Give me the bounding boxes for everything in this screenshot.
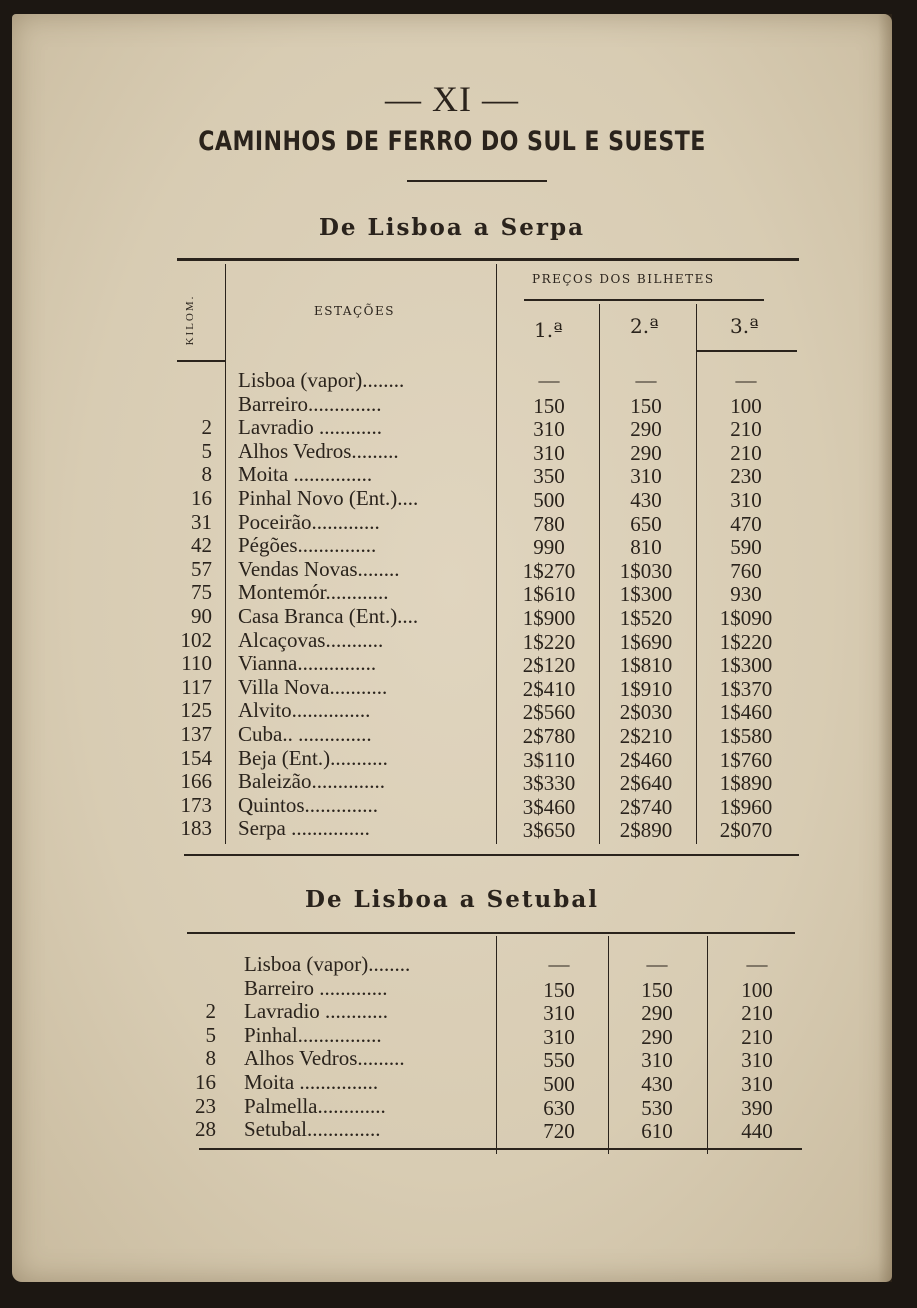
- table2-top-rule: [187, 932, 795, 934]
- row-price-third-class: 470: [730, 511, 762, 536]
- row-price-second-class: 2$460: [619, 747, 673, 772]
- row-kilometres: 110: [181, 651, 212, 676]
- row-price-first-class: 500: [533, 488, 565, 512]
- row-station-name: Villa Nova...........: [238, 674, 388, 699]
- row-price-second-class: 1$030: [619, 558, 673, 583]
- row-station-name: Alhos Vedros.........: [244, 1046, 405, 1071]
- row-price-first-class: 150: [533, 393, 565, 418]
- row-kilometres: 102: [180, 627, 212, 652]
- row-price-third-class: 2$070: [719, 818, 773, 843]
- row-station-name: Setubal..............: [244, 1117, 381, 1142]
- row-price-first-class: 1$610: [522, 582, 576, 607]
- row-price-first-class: 3$110: [523, 747, 575, 772]
- row-price-second-class: 310: [630, 464, 662, 489]
- row-price-third-class: 210: [741, 1024, 773, 1049]
- row-kilometres: 2: [201, 415, 212, 440]
- header-second-class: 2.ª: [630, 314, 659, 338]
- row-price-third-class: 1$300: [719, 653, 773, 678]
- row-price-second-class: 150: [641, 977, 673, 1002]
- row-price-third-class: 1$370: [719, 676, 773, 701]
- row-kilometres: 28: [195, 1117, 216, 1142]
- row-price-second-class: 290: [630, 440, 662, 465]
- row-kilometres: 5: [205, 1022, 216, 1047]
- page-edge-shadow: [878, 14, 892, 1282]
- row-kilometres: 42: [191, 533, 212, 558]
- table1-top-rule: [177, 258, 799, 261]
- row-kilometres: 137: [180, 722, 212, 746]
- row-price-third-class: —: [735, 368, 757, 392]
- row-price-second-class: 2$030: [619, 700, 673, 725]
- row-station-name: Lavradio ............: [238, 415, 383, 440]
- row-price-first-class: 3$330: [522, 771, 576, 796]
- row-station-name: Quintos..............: [238, 792, 379, 817]
- row-price-first-class: 2$410: [522, 676, 576, 701]
- row-price-third-class: 310: [741, 1072, 773, 1096]
- row-kilometres: 2: [205, 999, 216, 1024]
- row-price-second-class: 310: [641, 1048, 673, 1073]
- row-price-second-class: 290: [641, 1001, 673, 1026]
- row-kilometres: 23: [195, 1093, 216, 1118]
- table1-stations-divider: [496, 264, 497, 844]
- row-price-third-class: 930: [730, 582, 762, 607]
- header-kilom: KILOM.: [184, 294, 196, 346]
- page-number: — XI —: [385, 79, 519, 119]
- row-price-second-class: 290: [630, 417, 662, 442]
- row-price-first-class: —: [538, 368, 560, 392]
- row-station-name: Alcaçovas...........: [238, 627, 384, 652]
- row-price-first-class: 150: [543, 977, 575, 1002]
- row-kilometres: 117: [181, 674, 212, 699]
- row-price-second-class: 810: [630, 535, 662, 560]
- row-station-name: Cuba.. ..............: [238, 722, 372, 746]
- row-station-name: Vendas Novas........: [238, 556, 400, 581]
- row-price-third-class: 1$960: [719, 794, 773, 819]
- row-price-second-class: 2$640: [619, 771, 673, 796]
- row-price-second-class: 610: [641, 1119, 673, 1144]
- section-title-serpa: De Lisboa a Serpa: [318, 214, 586, 241]
- row-price-third-class: 1$460: [719, 700, 773, 725]
- title-divider: [407, 180, 547, 182]
- row-price-third-class: 1$890: [719, 771, 773, 796]
- row-station-name: Pégões...............: [238, 533, 377, 558]
- row-price-first-class: 630: [543, 1095, 575, 1120]
- row-station-name: Poceirão.............: [238, 509, 380, 534]
- row-station-name: Vianna...............: [238, 651, 377, 676]
- row-kilometres: 75: [191, 580, 212, 605]
- row-station-name: Lisboa (vapor)........: [238, 368, 405, 392]
- row-price-second-class: 150: [630, 393, 662, 418]
- row-station-name: Baleizão..............: [238, 769, 385, 794]
- row-price-third-class: 390: [741, 1095, 773, 1120]
- row-kilometres: 8: [201, 462, 212, 487]
- header-precos: PREÇOS DOS BILHETES: [532, 272, 715, 286]
- row-price-third-class: 210: [730, 417, 762, 442]
- row-price-first-class: 1$220: [522, 629, 576, 654]
- row-price-third-class: 210: [741, 1001, 773, 1026]
- row-price-second-class: 430: [630, 488, 662, 512]
- row-price-first-class: 310: [533, 440, 565, 465]
- row-price-first-class: 500: [543, 1072, 575, 1096]
- header-estacoes: ESTAÇÕES: [314, 304, 395, 318]
- row-kilometres: 183: [180, 816, 212, 841]
- row-price-second-class: 430: [641, 1072, 673, 1096]
- row-station-name: Moita ...............: [244, 1070, 379, 1094]
- row-station-name: Pinhal Novo (Ent.)....: [238, 486, 419, 510]
- table1-header-bottom-right: [697, 350, 797, 352]
- row-price-second-class: 1$520: [619, 606, 673, 630]
- row-price-second-class: 290: [641, 1024, 673, 1049]
- row-price-second-class: —: [646, 952, 668, 976]
- row-price-second-class: 1$810: [619, 653, 673, 678]
- row-price-third-class: 440: [741, 1119, 773, 1144]
- row-kilometres: 8: [205, 1046, 216, 1071]
- row-price-second-class: 530: [641, 1095, 673, 1120]
- row-station-name: Serpa ...............: [238, 816, 370, 841]
- row-price-first-class: 310: [543, 1001, 575, 1026]
- row-price-first-class: 3$650: [522, 818, 576, 843]
- row-station-name: Alhos Vedros.........: [238, 438, 399, 463]
- row-kilometres: 5: [201, 438, 212, 463]
- row-station-name: Casa Branca (Ent.)....: [238, 604, 419, 628]
- row-price-first-class: 310: [543, 1024, 575, 1049]
- row-price-third-class: 1$220: [719, 629, 773, 654]
- row-price-first-class: 3$460: [522, 794, 576, 819]
- row-kilometres: 173: [180, 792, 212, 817]
- row-price-second-class: 1$910: [619, 676, 673, 701]
- row-station-name: Barreiro..............: [238, 391, 382, 416]
- row-price-third-class: 1$090: [719, 606, 773, 630]
- row-kilometres: 166: [180, 769, 212, 794]
- row-price-first-class: 2$120: [522, 653, 576, 678]
- row-price-first-class: 310: [533, 417, 565, 442]
- row-kilometres: 16: [195, 1070, 216, 1094]
- section-title-setubal: De Lisboa a Setubal: [305, 886, 599, 913]
- row-kilometres: 57: [191, 556, 212, 581]
- row-price-third-class: 210: [730, 440, 762, 465]
- row-price-third-class: 760: [730, 558, 762, 583]
- row-kilometres: 154: [180, 745, 212, 770]
- row-price-second-class: 2$890: [619, 818, 673, 843]
- row-price-third-class: 230: [730, 464, 762, 489]
- row-kilometres: 125: [180, 698, 212, 723]
- row-price-third-class: 100: [730, 393, 762, 418]
- row-price-second-class: 2$210: [619, 724, 673, 748]
- row-price-second-class: —: [635, 368, 657, 392]
- row-price-third-class: 1$580: [719, 724, 773, 748]
- row-price-first-class: 720: [543, 1119, 575, 1144]
- row-station-name: Palmella.............: [244, 1093, 386, 1118]
- table1-header-bottom-left: [177, 360, 225, 362]
- table1-bottom-rule: [184, 854, 799, 856]
- row-price-first-class: 780: [533, 511, 565, 536]
- row-price-third-class: 310: [741, 1048, 773, 1073]
- row-price-first-class: 2$780: [522, 724, 576, 748]
- row-price-second-class: 1$690: [619, 629, 673, 654]
- row-price-second-class: 1$300: [619, 582, 673, 607]
- row-station-name: Moita ...............: [238, 462, 373, 487]
- row-price-first-class: 350: [533, 464, 565, 489]
- row-station-name: Montemór............: [238, 580, 389, 605]
- row-price-second-class: 650: [630, 511, 662, 536]
- table1-price-group-underline: [524, 299, 764, 301]
- row-price-third-class: —: [746, 952, 768, 976]
- row-kilometres: 31: [191, 509, 212, 534]
- page-title: CAMINHOS DE FERRO DO SUL E SUESTE: [198, 126, 706, 157]
- row-price-first-class: 990: [533, 535, 565, 560]
- table1-kilom-divider: [225, 264, 226, 844]
- header-first-class: 1.ª: [534, 318, 563, 342]
- row-kilometres: 16: [191, 486, 212, 510]
- header-third-class: 3.ª: [730, 314, 759, 338]
- row-station-name: Lavradio ............: [244, 999, 389, 1024]
- row-station-name: Beja (Ent.)...........: [238, 745, 388, 770]
- row-station-name: Barreiro .............: [244, 975, 388, 1000]
- row-price-first-class: 1$270: [522, 558, 576, 583]
- book-page: [12, 14, 892, 1282]
- row-price-first-class: 550: [543, 1048, 575, 1073]
- row-price-third-class: 310: [730, 488, 762, 512]
- row-station-name: Lisboa (vapor)........: [244, 952, 411, 976]
- row-station-name: Pinhal................: [244, 1022, 382, 1047]
- row-price-first-class: 1$900: [522, 606, 576, 630]
- row-price-first-class: 2$560: [522, 700, 576, 725]
- row-price-third-class: 100: [741, 977, 773, 1002]
- table2-bottom-rule: [199, 1148, 802, 1150]
- row-price-second-class: 2$740: [619, 794, 673, 819]
- row-price-third-class: 590: [730, 535, 762, 560]
- row-kilometres: 90: [191, 604, 212, 628]
- table2-stations-divider: [496, 936, 497, 1154]
- row-station-name: Alvito...............: [238, 698, 371, 723]
- row-price-first-class: —: [548, 952, 570, 976]
- row-price-third-class: 1$760: [719, 747, 773, 772]
